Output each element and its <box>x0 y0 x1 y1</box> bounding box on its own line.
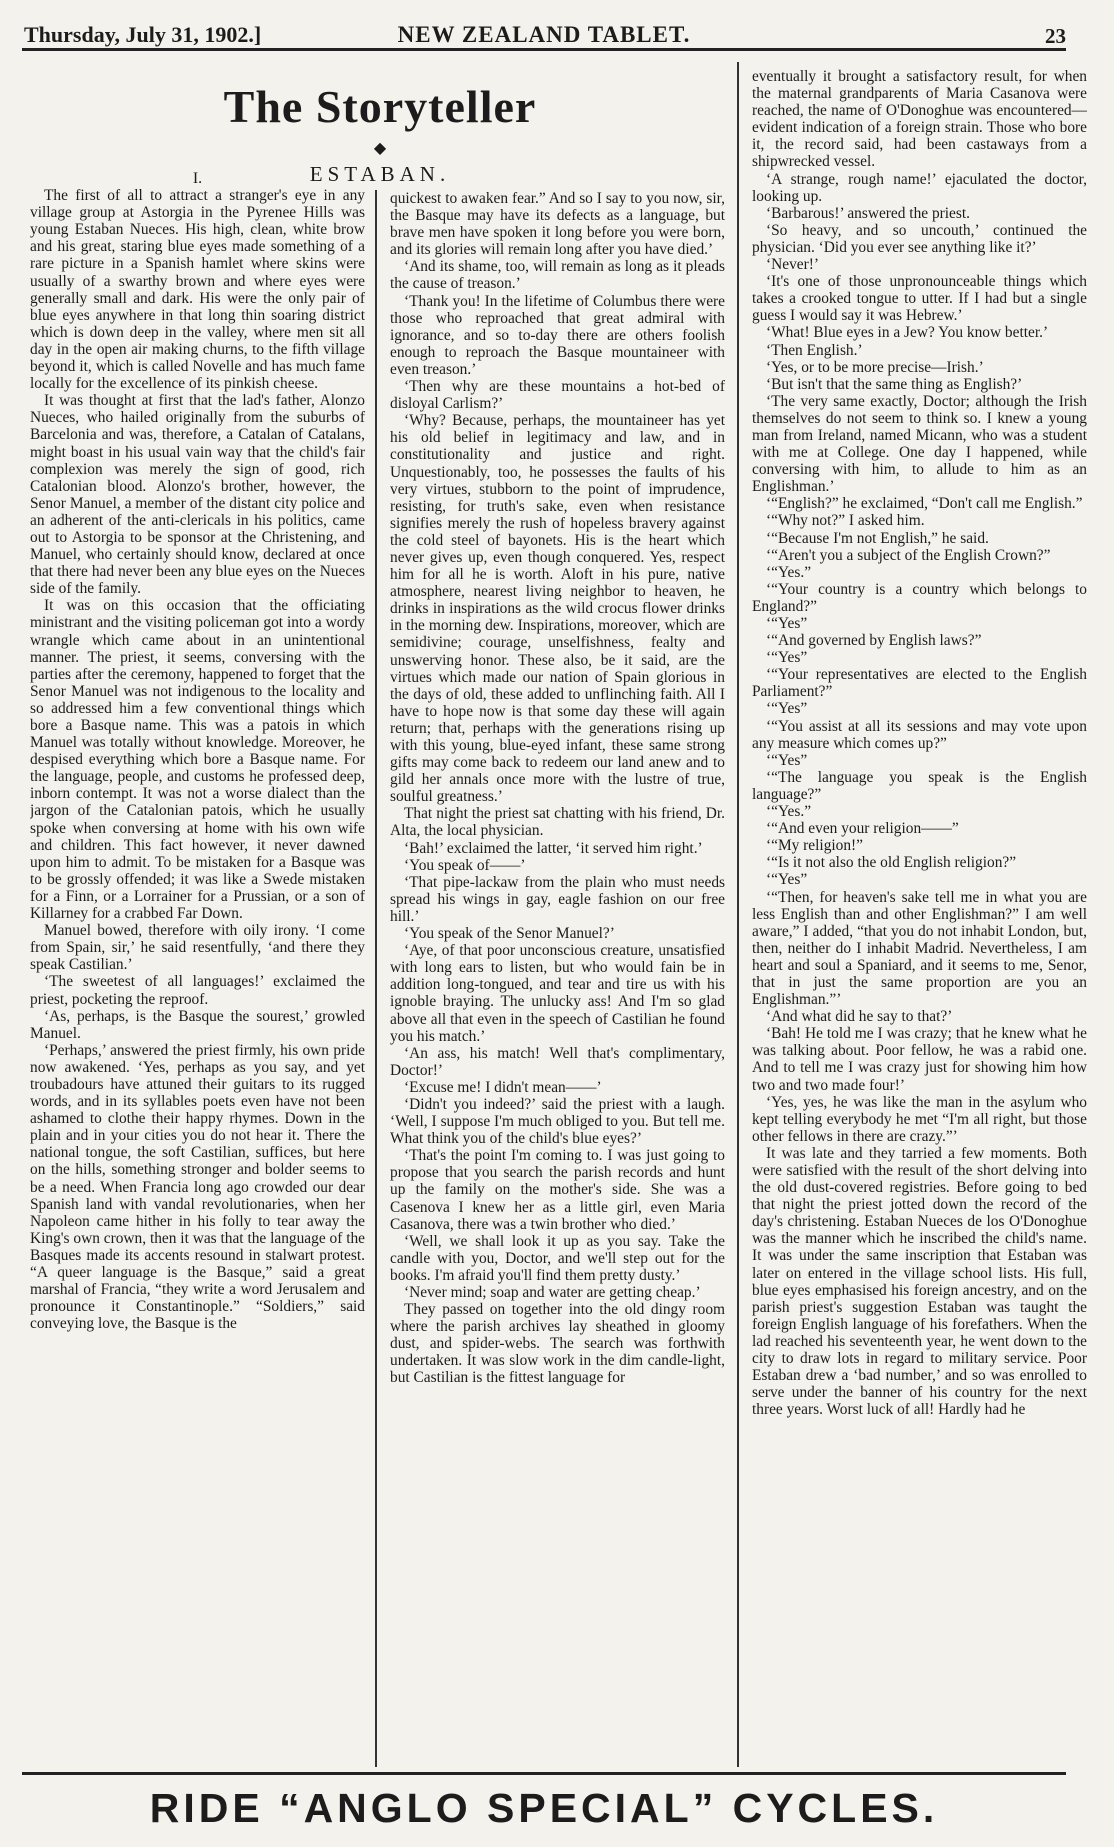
paragraph: ‘And what did he say to that?’ <box>766 1008 953 1026</box>
paragraph: ‘“Yes.” <box>766 563 812 581</box>
article-subtitle: ESTABAN. <box>309 162 451 186</box>
text-column-3 <box>752 68 1087 1765</box>
paragraph: ‘Thank you! In the lifetime of Columbus there were those who reproached that great admiral with ignorance, and so to-day there are others foolish enough to reproach the Basque mountaineer with even treason.’ <box>390 292 725 378</box>
paragraph: ‘Yes, or to be more precise—Irish.’ <box>766 358 984 376</box>
paragraph: ‘Bah!’ exclaimed the latter, ‘it served him right.’ <box>404 839 703 857</box>
paragraph: ‘“My religion!” <box>766 837 864 855</box>
paragraph: It was late and they tarried a few moments. Both were satisfied with the result of the short delving into the old dust-covered registries. Before going to bed that night the priest jotted down the record of the day's christening. Estaban Nueces de los O'Donoghue was the manner which he inscribed the child's name. It was under the same inscription that Estaban was later on entered in the village school lists. His full, blue eyes emphasised his foreign ancestry, and on the parish priest's suggestion Estaban was taught the foreign English language of his forefathers. When the lad reached his seventeenth year, he went down to the city to draw lots in regard to military service. Poor Estaban drew a ‘bad number,’ and so was enrolled to serve under the banner of his country for the next three years. Worst luck of all! Hardly had he <box>752 1144 1087 1419</box>
text-column-1 <box>30 170 365 1765</box>
paragraph: ‘“You assist at all its sessions and may vote upon any measure which comes up?” <box>752 717 1087 752</box>
newspaper-name: NEW ZEALAND TABLET. <box>397 22 691 47</box>
paragraph: ‘Excuse me! I didn't mean——’ <box>404 1078 602 1096</box>
paragraph: ‘“And even your religion——” <box>766 820 959 838</box>
text-column-2 <box>390 190 725 1765</box>
column-rule <box>737 62 739 1767</box>
paragraph: ‘Perhaps,’ answered the priest firmly, his own pride now awakened. ‘Yes, perhaps as you say, and yet troubadours have attuned their guitars to its rugged words, and in its syllables poets even have not been ashamed to clothe their happy rhymes. Down in the plain and in your cities you do not hear it. There the national tongue, the soft Castilian, suffices, but here on the hills, something stronger and bolder seems to be a need. When Francia long ago crowded our dear Spanish land with vandal revolutionaries, when her Napoleon came hither in his folly to tear away the King's own crown, then it was that the language of the Basques made its accents resound in stalwart protest. “A queer language is the Basque,” said a great marshal of Francia, “they write a word Jerusalem and pronounce it Constantinople.” “Soldiers,” said conveying love, the Basque is the <box>30 1041 365 1333</box>
paragraph: ‘An ass, his match! Well that's complimentary, Doctor!’ <box>390 1044 725 1079</box>
paragraph: ‘Well, we shall look it up as you say. Take the candle with you, Doctor, and we'll step out for the books. I'm afraid you'll find them pretty dusty.’ <box>390 1232 725 1284</box>
paragraph: ‘Bah! He told me I was crazy; that he knew what he was talking about. Poor fellow, he was a rabid one. And to tell me I was crazy just for showing him how two and two made four!’ <box>752 1025 1087 1094</box>
paragraph: eventually it brought a satisfactory result, for when the maternal grandparents of Maria Casanova were reached, the name of O'Donoghue was encountered—evident indication of a foreign strain. Those who bore it, the record said, had been castaways from a shipwrecked vessel. <box>752 68 1087 171</box>
paragraph: ‘“Yes” <box>766 871 808 889</box>
paragraph: ‘“Yes” <box>766 649 808 667</box>
paragraph: ‘But isn't that the same thing as English?’ <box>766 375 1023 393</box>
advertisement-text: RIDE “ANGLO SPECIAL” CYCLES. <box>149 1785 939 1831</box>
paragraph: ‘“Is it not also the old English religion?” <box>766 854 1017 872</box>
paragraph: ‘Then why are these mountains a hot-bed of disloyal Carlism?’ <box>390 378 725 413</box>
paragraph: ‘That's the point I'm coming to. I was just going to propose that you search the parish records and hunt up the family on the mother's side. She was a Casenova I knew her as a little girl, even Maria Casanova, there was a twin brother who died.’ <box>390 1147 725 1233</box>
column-rule <box>375 190 377 1767</box>
paragraph: That night the priest sat chatting with his friend, Dr. Alta, the local physician. <box>390 805 725 840</box>
paragraph: ‘Aye, of that poor unconscious creature, unsatisfied with long ears to listen, but who would fain be in addition long-tongued, and tear and tire us with his ignoble braying. The unlucky ass! And I'm so glad above all that even in the speech of Castilian he found you his match.’ <box>390 942 725 1045</box>
paragraph: ‘As, perhaps, is the Basque the sourest,’ growled Manuel. <box>30 1007 365 1042</box>
paragraph: ‘“Aren't you a subject of the English Crown?” <box>766 546 1051 564</box>
paragraph: ‘Then English.’ <box>766 341 863 359</box>
paragraph: ‘You speak of——’ <box>404 856 526 874</box>
paragraph: ‘That pipe-lackaw from the plain who must needs spread his wings in gay, eagle fashion on our free hill.’ <box>390 873 725 925</box>
advertisement-banner <box>22 1772 1066 1837</box>
paragraph: ‘“Then, for heaven's sake tell me in what you are less English than and other Englishman?” I am well aware,” I added, “that you do not inhabit London, but, then, neither do I inhabit Madrid. Nevertheless, I am heart and soul a Spaniard, and it seems to me, Senor, that in just the same proportion are you an Englishman.”’ <box>752 888 1087 1009</box>
paragraph: ‘The very same exactly, Doctor; although the Irish themselves do not seem to think so. I knew a young man from Ireland, named Micann, who was a student with me at College. One day I happened, while conversing with him, to allude to him as an Englishman.’ <box>752 392 1087 496</box>
paragraph: ‘“Why not?” I asked him. <box>766 512 925 530</box>
paragraph: ‘Didn't you indeed?’ said the priest with a laugh. ‘Well, I suppose I'm much obliged to you. But tell me. What think you of the child's blue eyes?’ <box>390 1095 725 1148</box>
paragraph: ‘Yes, yes, he was like the man in the asylum who kept telling everybody he met “I'm all right, but those other fellows in there are crazy.”’ <box>752 1093 1087 1145</box>
paragraph: ‘“And governed by English laws?” <box>766 632 982 650</box>
paragraph: ‘Never mind; soap and water are getting cheap.’ <box>404 1284 701 1301</box>
paragraph: ‘The sweetest of all languages!’ exclaimed the priest, pocketing the reproof. <box>30 973 365 1008</box>
paragraph: Manuel bowed, therefore with oily irony. ‘I come from Spain, sir,’ he said resentfully, ‘and there they speak Castilian.’ <box>30 922 365 974</box>
masthead <box>22 18 1066 51</box>
paragraph: ‘It's one of those unpronounceable things which takes a crooked tongue to utter. If I had but a single guess I would say it was Hebrew.’ <box>752 273 1087 325</box>
paragraph: ‘Never!’ <box>766 256 819 274</box>
paragraph: ‘“Yes” <box>766 700 808 718</box>
paragraph: ‘“Yes” <box>766 615 808 632</box>
section-number: I. <box>192 170 203 187</box>
paragraph: ‘You speak of the Senor Manuel?’ <box>404 925 615 943</box>
paragraph: quickest to awaken fear.” And so I say to you now, sir, the Basque may have its defects as a language, but brave men have spoken it long before you were born, and its glories will remain long after you have died.’ <box>390 190 725 259</box>
article-title: The Storyteller <box>223 81 537 132</box>
paragraph: ‘“Yes” <box>766 751 808 769</box>
issue-date: Thursday, July 31, 1902.] <box>24 22 262 47</box>
paragraph: ‘Barbarous!’ answered the priest. <box>766 204 970 222</box>
page-number: 23 <box>1045 24 1066 48</box>
paragraph: ‘“Your country is a country which belongs to England?” <box>752 580 1087 615</box>
diamond-ornament-icon: ◆ <box>373 138 387 157</box>
paragraph: ‘And its shame, too, will remain as long as it pleads the cause of treason.’ <box>390 258 725 293</box>
paragraph: ‘“Because I'm not English,” he said. <box>766 529 989 547</box>
paragraph: It was on this occasion that the officiating ministrant and the visiting policeman got into a wordy wrangle which came about in an unintentional manner. The priest, it seems, conversing with the parties after the ceremony, happened to forget that the Senor Manuel was not indigenous to the locality and so addressed him a few conventional things which bore a Basque name. This was a patois in which Manuel was totally without knowledge. Moreover, he despised everything which bore a Basque name. For the language, people, and customs he professed deep, inborn contempt. It was not a worse dialect than the jargon of the Catalonian patois, which he usually spoke when conversing at home with his own wife and children. This fact however, it never dawned upon him to admit. To be mistaken for a Basque was to be grossly offended; it was like a Swede mistaken for a Finn, or a Lorrainer for a Prussian, or a son of Killarney for a crabbed Far Down. <box>30 597 365 923</box>
paragraph: They passed on together into the old dingy room where the parish archives lay sheathed in gloomy dust, and spider-webs. The search was forthwith undertaken. It was slow work in the dim candle-light, but Castilian is the fittest language for <box>390 1301 725 1387</box>
paragraph: ‘“English?” he exclaimed, “Don't call me English.” <box>766 495 1083 513</box>
paragraph: ‘“Your representatives are elected to the English Parliament?” <box>752 666 1087 701</box>
paragraph: ‘“The language you speak is the English language?” <box>752 768 1087 803</box>
paragraph: ‘“Yes.” <box>766 803 812 821</box>
paragraph: ‘Why? Because, perhaps, the mountaineer has yet his old belief in legitimacy and law, and in constitutionality and justice and right. Unquestionably, too, he possesses the faults of his very virtues, stubborn to the point of imprudence, resisting, for truth's sake, even when resistance signifies merely the rush of hopeless bravery against the cold steel of bayonets. His is the heart which never gives up, even though conquered. Yes, respect him for all he is worth. Aloft in his pure, native atmosphere, nearest living neighbor to heaven, he drinks in inspirations as the wild crocus flower drinks in the morning dew. Inspirations, moreover, which are semidivine; courage, unselfishness, fealty and unswerving honor. These also, be it said, are the virtues which made our nation of Spain glorious in the days of old, these added to unflinching faith. All I have to hope now is that some day these will again return; that, perhaps with the generations rising up with this young, blue-eyed infant, these same strong gifts may come back to redeem our land anew and to gild her annals once more with the lustre of true, soulful greatness.’ <box>390 412 725 806</box>
paragraph: ‘What! Blue eyes in a Jew? You know better.’ <box>766 324 1049 342</box>
paragraph: ‘A strange, rough name!’ ejaculated the doctor, looking up. <box>752 170 1087 205</box>
paragraph: ‘So heavy, and so uncouth,’ continued the physician. ‘Did you ever see anything like it?’ <box>752 221 1087 256</box>
paragraph: It was thought at first that the lad's father, Alonzo Nueces, who hailed originally from the suburbs of Barcelonia and was, therefore, a Catalan of Catalans, might boast in his usual vain way that the child's fair complexion was merely the sign of good, rich Catalonian blood. Alonzo's brother, however, the Senor Manuel, a member of the distant city police and an adherent of the anti-clericals in his politics, came out to Astorgia to be sponsor at the Christening, and Manuel, who certainly should know, declared at once that there had never been any blue eyes on the Nueces side of the family. <box>30 392 365 598</box>
paragraph: The first of all to attract a stranger's eye in any village group at Astorgia in the Pyrenee Hills was young Estaban Nueces. His high, clean, white brow and his great, staring blue eyes made something of a rare picture in a Spanish hamlet where skins were usually of a swarthy brown and where eyes were generally small and dark. His were the only pair of blue eyes anywhere in that long thin soaring district which is down deep in the valley, where men sit all day in the open air making churns, to the fifth village beyond it, which is called Novelle and has much fame locally for the excellence of its pinkish cheese. <box>30 187 365 393</box>
